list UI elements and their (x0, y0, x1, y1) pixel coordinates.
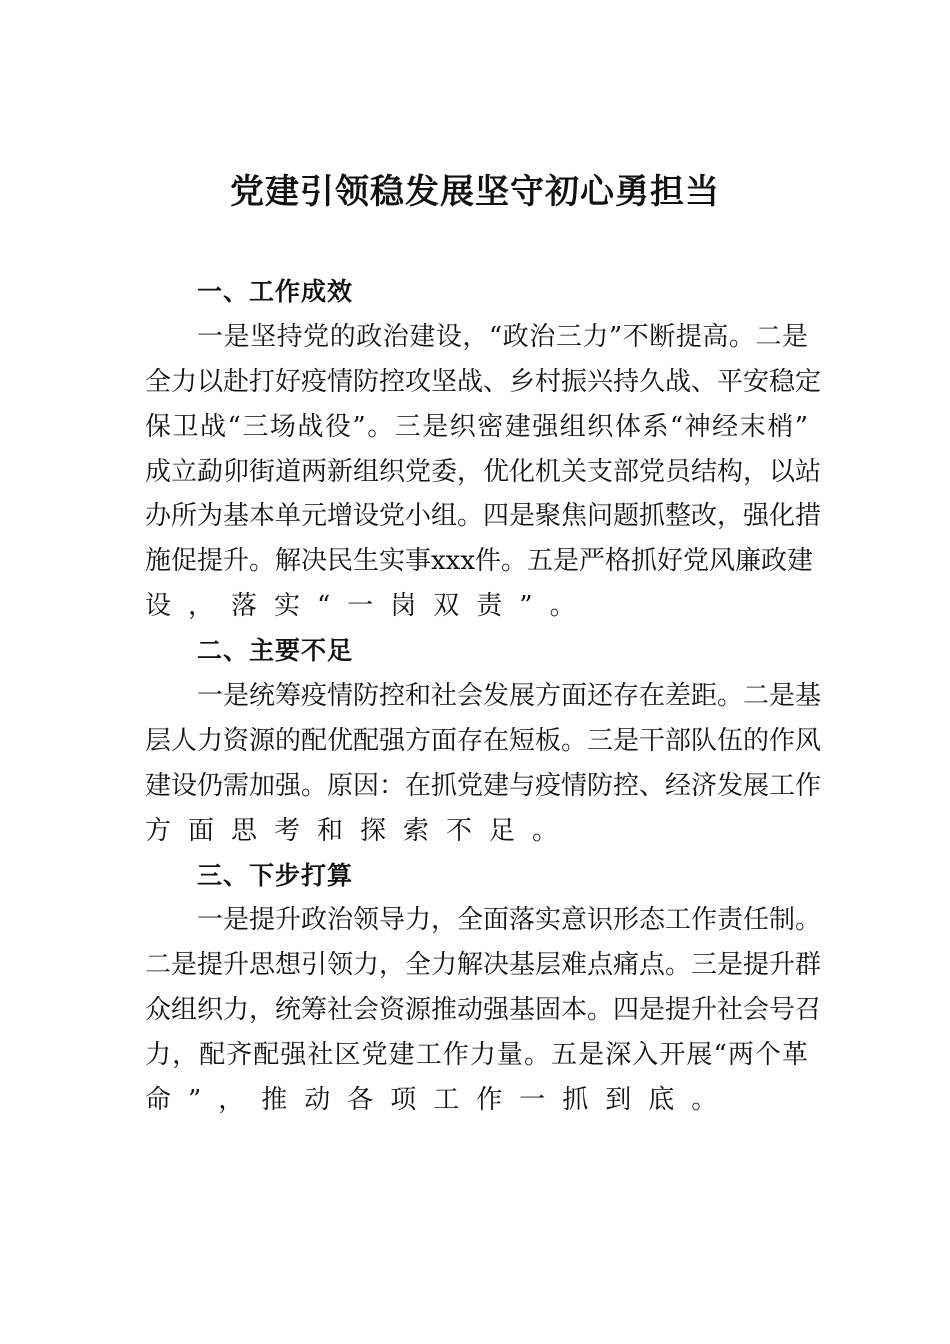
section-heading: 三、下步打算 (197, 860, 354, 890)
section-heading: 二、主要不足 (197, 636, 354, 666)
section-shortcomings (145, 629, 822, 853)
paragraph-line: 成立勐卯街道两新组织党委，优化机关支部党员结构，以站 (145, 456, 822, 487)
paragraph-line: 施促提升。解决民生实事xxx件。五是严格抓好党风廉政建 (145, 546, 813, 577)
paragraph-line: 建设仍需加强。原因：在抓党建与疫情防控、经济发展工作 (145, 770, 822, 801)
paragraph-line: 二是提升思想引领力，全力解决基层难点痛点。三是提升群 (145, 950, 822, 981)
section-heading: 一、工作成效 (197, 277, 354, 306)
section-next-steps (145, 854, 822, 1123)
paragraph-line: 设，落实“一岗双责”。 (145, 591, 593, 622)
section-achievements (145, 270, 822, 629)
paragraph-line: 层人力资源的配优配强方面存在短板。三是干部队伍的作风 (145, 725, 822, 756)
document-title: 党建引领稳发展坚守初心勇担当 (230, 172, 720, 212)
paragraph-line: 众组织力，统筹社会资源推动强基固本。四是提升社会号召 (145, 995, 822, 1026)
document-body (145, 270, 822, 1123)
paragraph-line: 方面思考和探索不足。 (145, 815, 576, 846)
paragraph-line: 办所为基本单元增设党小组。四是聚焦问题抓整改，强化措 (145, 501, 822, 532)
paragraph-line: 保卫战“三场战役”。三是织密建强组织体系“神经末梢” (145, 411, 808, 442)
paragraph-line: 一是统筹疫情防控和社会发展方面还存在差距。二是基 (197, 681, 822, 712)
paragraph-line: 一是提升政治领导力，全面落实意识形态工作责任制。 (197, 905, 822, 936)
paragraph-line: 全力以赴打好疫情防控攻坚战、乡村振兴持久战、平安稳定 (145, 366, 822, 397)
paragraph-line: 力，配齐配强社区党建工作力量。五是深入开展“两个革 (145, 1040, 808, 1071)
paragraph-line: 一是坚持党的政治建设，“政治三力”不断提高。二是 (197, 321, 808, 352)
paragraph-line: 命”，推动各项工作一抓到底。 (145, 1085, 735, 1116)
